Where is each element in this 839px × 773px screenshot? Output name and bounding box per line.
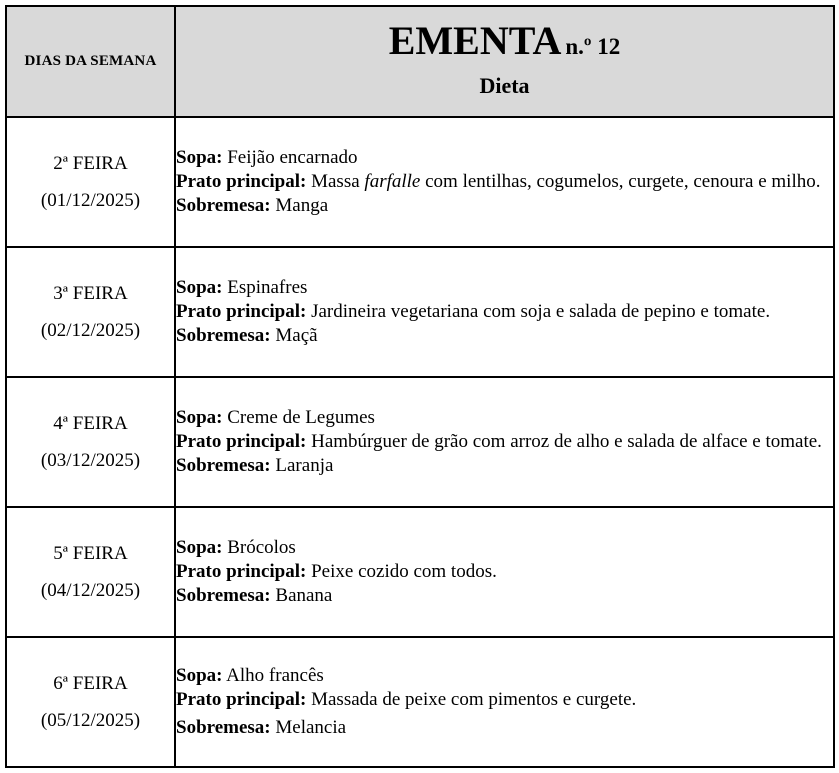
dessert-label: Sobremesa: <box>176 585 271 606</box>
dessert-label: Sobremesa: <box>176 455 271 476</box>
main-dish-line <box>176 560 833 584</box>
main-dish-label: Prato principal: <box>176 301 307 322</box>
menu-cell <box>175 117 834 247</box>
main-dish-line <box>176 430 833 454</box>
day-cell <box>6 637 175 767</box>
soup-line <box>176 406 833 430</box>
dessert-line <box>176 194 833 218</box>
menu-cell <box>175 377 834 507</box>
dessert-label: Sobremesa: <box>176 195 271 216</box>
day-name: 4ª FEIRA <box>53 413 128 434</box>
day-name: 3ª FEIRA <box>53 283 128 304</box>
day-cell <box>6 507 175 637</box>
soup-line <box>176 536 833 560</box>
main-dish-label: Prato principal: <box>176 689 307 710</box>
dessert-line <box>176 324 833 348</box>
menu-cell <box>175 637 834 767</box>
day-date: (04/12/2025) <box>40 580 141 601</box>
menu-table <box>5 5 835 768</box>
main-dish-value: Peixe cozido com todos. <box>311 561 497 582</box>
soup-line <box>176 276 833 300</box>
dessert-value: Banana <box>275 585 333 606</box>
day-date: (05/12/2025) <box>40 710 141 731</box>
main-dish-value: Massada de peixe com pimentos e curgete. <box>311 689 637 710</box>
day-date: (02/12/2025) <box>40 320 141 341</box>
soup-line <box>176 146 833 170</box>
soup-value: Creme de Legumes <box>227 407 375 428</box>
day-row-monday <box>6 117 834 247</box>
day-name: 5ª FEIRA <box>53 543 128 564</box>
dessert-value: Manga <box>275 195 329 216</box>
day-date: (01/12/2025) <box>40 190 141 211</box>
soup-label: Sopa: <box>176 147 223 168</box>
soup-label: Sopa: <box>176 407 223 428</box>
soup-label: Sopa: <box>176 277 223 298</box>
main-dish-line <box>176 688 833 712</box>
soup-value: Espinafres <box>227 277 308 298</box>
main-dish-italic: farfalle <box>364 171 421 192</box>
dessert-value: Maçã <box>275 325 318 346</box>
menu-title-line <box>176 19 833 72</box>
header-row <box>6 6 834 117</box>
main-dish-value: Hambúrguer de grão com arroz de alho e salada de alface e tomate. <box>311 431 822 452</box>
day-name: 6ª FEIRA <box>53 673 128 694</box>
main-dish-prefix: Massa <box>311 171 365 192</box>
menu-number: n.º 12 <box>565 34 621 59</box>
soup-value: Feijão encarnado <box>227 147 358 168</box>
main-dish-label: Prato principal: <box>176 171 307 192</box>
main-dish-line <box>176 170 833 194</box>
menu-subtitle: Dieta <box>479 73 530 98</box>
soup-line <box>176 664 833 688</box>
main-dish-label: Prato principal: <box>176 561 307 582</box>
main-dish-suffix: com lentilhas, cogumelos, curgete, cenoura e milho. <box>420 171 821 192</box>
dessert-label: Sobremesa: <box>176 325 271 346</box>
dessert-line <box>176 584 833 608</box>
day-name: 2ª FEIRA <box>53 153 128 174</box>
soup-label: Sopa: <box>176 537 223 558</box>
main-dish-label: Prato principal: <box>176 431 307 452</box>
dessert-value: Laranja <box>275 455 334 476</box>
soup-value: Brócolos <box>227 537 296 558</box>
main-dish-value: Jardineira vegetariana com soja e salada de pepino e tomate. <box>311 301 771 322</box>
day-cell <box>6 117 175 247</box>
dessert-line <box>176 716 833 740</box>
main-dish-line <box>176 300 833 324</box>
menu-title: EMENTA <box>388 18 562 63</box>
day-cell <box>6 247 175 377</box>
days-column-header: DIAS DA SEMANA <box>6 6 175 117</box>
day-row-wednesday <box>6 377 834 507</box>
day-cell <box>6 377 175 507</box>
menu-cell <box>175 507 834 637</box>
day-row-thursday <box>6 507 834 637</box>
menu-column-header <box>175 6 834 117</box>
day-row-tuesday <box>6 247 834 377</box>
day-row-friday <box>6 637 834 767</box>
soup-label: Sopa: <box>176 665 223 686</box>
dessert-line <box>176 454 833 478</box>
menu-cell <box>175 247 834 377</box>
day-date: (03/12/2025) <box>40 450 141 471</box>
soup-value: Alho francês <box>226 665 324 686</box>
dessert-label: Sobremesa: <box>176 717 271 738</box>
dessert-value: Melancia <box>275 717 347 738</box>
